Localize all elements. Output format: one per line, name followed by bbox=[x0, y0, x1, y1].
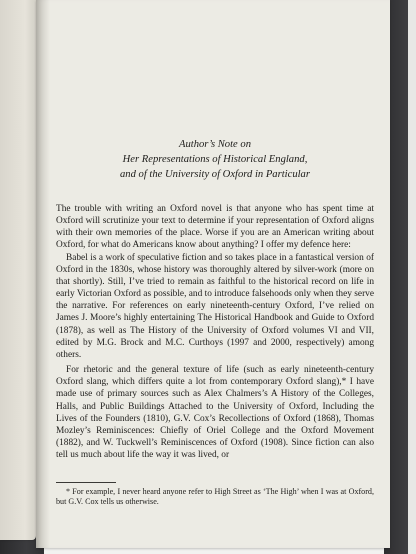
body-text bbox=[56, 203, 374, 461]
heading-line-2: Her Representations of Historical England, bbox=[122, 154, 308, 165]
footnote-rule bbox=[56, 482, 116, 483]
heading-line-3: and of the University of Oxford in Particular bbox=[120, 169, 310, 180]
heading-line-1: Author’s Note on bbox=[178, 139, 251, 150]
paragraph-3: For rhetoric and the general texture of life (such as early nineteenth-century Oxford slang, which differs quite a lot from contemporary Oxford slang),* I have made use of primary sources such as Alex Chalmers’s A History of the Colleges, Halls, and Public Buildings Attached to the University of Oxford, Including the Lives of the Founders (1810), G.V. Cox’s Recollections of Oxford (1868), Thomas Mozley’s Reminiscences: Chiefly of Oriel College and the Oxford Movement (1882), and W. Tuckwell’s Reminiscences of Oxford (1908). Since fiction can also tell us much about life the way it was lived, or bbox=[56, 365, 374, 461]
note-heading bbox=[56, 137, 374, 182]
left-page-edge bbox=[0, 0, 36, 540]
paragraph-1: The trouble with writing an Oxford novel is that anyone who has spent time at Oxford will scrutinize your text to determine if your representation of Oxford aligns with their own memories of the place. Worse if you are an American writing about Oxford, for what do Americans know about anything? I offer my defence here: bbox=[56, 204, 374, 251]
page-surface-edge bbox=[408, 0, 416, 554]
book-page bbox=[36, 0, 390, 548]
footnote: * For example, I never heard anyone refer to High Street as ‘The High’ when I was at Oxford, but G.V. Cox tells us otherwise. bbox=[56, 487, 374, 507]
paragraph-2: Babel is a work of speculative fiction and so takes place in a fantastical version of Oxford in the 1830s, whose history was thoroughly altered by silver-work (more on that shortly). Still, I’ve tried to remain as faithful to the historical record on life in early Victorian Oxford as possible, and to introduce falsehoods only when they serve the narrative. For references on early nineteenth-century Oxford, I’ve relied on James J. Moore’s highly entertaining The Historical Handbook and Guide to Oxford (1878), as well as The History of the University of Oxford volumes VI and VII, edited by M.G. Brock and M.C. Curthoys (1997 and 2000, respectively) among others. bbox=[56, 252, 374, 360]
page-gutter-shadow bbox=[36, 0, 50, 548]
